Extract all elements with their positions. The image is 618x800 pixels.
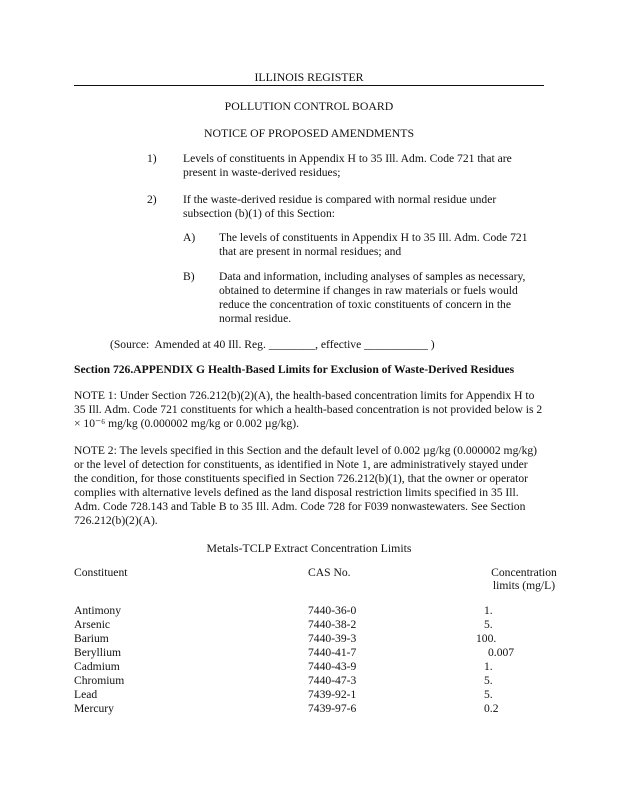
sub-item-text: Data and information, including analyses of samples as necessary, obtained to determine if changes in raw materials or fuels would reduce the concentration of toxic constituents of concern in the normal residue. bbox=[219, 270, 526, 325]
list-item-text: If the waste-derived residue is compared with normal residue under subsection (b)(1) of this Section: bbox=[183, 193, 497, 220]
limit-header-line2: limits (mg/L) bbox=[492, 579, 556, 592]
cell-limit: 5. bbox=[484, 688, 493, 701]
section-title: Section 726.APPENDIX G Health-Based Limits for Exclusion of Waste-Derived Residues bbox=[74, 363, 515, 376]
list-item-number: 1) bbox=[147, 152, 157, 165]
cell-cas: 7440-43-9 bbox=[308, 660, 357, 673]
cell-limit: 5. bbox=[484, 674, 493, 687]
header-rule bbox=[74, 85, 544, 86]
cell-constituent: Beryllium bbox=[74, 646, 122, 659]
cell-constituent: Antimony bbox=[74, 604, 122, 617]
sub-item-letter: B) bbox=[183, 270, 195, 283]
limit-header-line1: Concentration bbox=[491, 566, 557, 579]
cell-cas: 7440-36-0 bbox=[308, 604, 357, 617]
cell-cas: 7440-38-2 bbox=[308, 618, 357, 631]
board-name: POLLUTION CONTROL BOARD bbox=[224, 99, 394, 113]
table-row bbox=[74, 632, 534, 646]
note-2: NOTE 2: The levels specified in this Section and the default level of 0.002 µg/kg (0.000002 mg/kg) or the level of detection for constituents, as identified in Note 1, are administratively stayed under the condition, for those constituents specified in Section 726.212(b)(1), that the owner or operator complies with alternative levels defined as the land disposal restriction limits specified in 35 Ill. Adm. Code 728.143 and Table B to 35 Ill. Adm. Code 728 for F039 nonwastewaters. See Section 726.212(b)(2)(A). bbox=[74, 444, 538, 527]
table-row bbox=[74, 674, 534, 688]
table-header-row bbox=[74, 566, 557, 594]
cell-constituent: Barium bbox=[74, 632, 109, 645]
column-header-limit bbox=[479, 566, 569, 592]
cell-limit: 1. bbox=[484, 660, 493, 673]
table-title: Metals-TCLP Extract Concentration Limits bbox=[206, 541, 412, 555]
cell-constituent: Mercury bbox=[74, 702, 114, 715]
cell-limit: 0.007 bbox=[488, 646, 515, 659]
table-row bbox=[74, 702, 534, 716]
list-item-text: Levels of constituents in Appendix H to 35 Ill. Adm. Code 721 that are present in waste-derived residues; bbox=[183, 152, 512, 179]
cell-cas: 7440-39-3 bbox=[308, 632, 357, 645]
cell-limit: 5. bbox=[484, 618, 493, 631]
table-row bbox=[74, 618, 534, 632]
cell-constituent: Cadmium bbox=[74, 660, 120, 673]
cell-limit: 1. bbox=[484, 604, 493, 617]
cell-limit: 0.2 bbox=[484, 702, 499, 715]
list-item-number: 2) bbox=[147, 193, 157, 206]
cell-limit: 100. bbox=[476, 632, 497, 645]
cell-constituent: Chromium bbox=[74, 674, 125, 687]
table-row bbox=[74, 660, 534, 674]
cell-constituent: Lead bbox=[74, 688, 98, 701]
table-row bbox=[74, 688, 534, 702]
register-header: ILLINOIS REGISTER bbox=[254, 70, 364, 84]
cell-cas: 7440-41-7 bbox=[308, 646, 357, 659]
cell-cas: 7440-47-3 bbox=[308, 674, 357, 687]
table-row bbox=[74, 604, 534, 618]
column-header-cas: CAS No. bbox=[308, 566, 351, 579]
table-row bbox=[74, 646, 534, 660]
cell-cas: 7439-92-1 bbox=[308, 688, 357, 701]
cell-constituent: Arsenic bbox=[74, 618, 111, 631]
notice-title: NOTICE OF PROPOSED AMENDMENTS bbox=[203, 126, 415, 140]
cell-cas: 7439-97-6 bbox=[308, 702, 357, 715]
sub-item-text: The levels of constituents in Appendix H to 35 Ill. Adm. Code 721 that are present in normal residues; and bbox=[219, 231, 528, 258]
source-note: (Source: Amended at 40 Ill. Reg. ________, effective ___________ ) bbox=[110, 338, 435, 351]
note-1: NOTE 1: Under Section 726.212(b)(2)(A), the health-based concentration limits for Appendix H to 35 Ill. Adm. Code 721 constituents for which a health-based concentration is not provided below is 2 × 10⁻⁶ mg/kg (0.000002 mg/kg or 0.002 µg/kg). bbox=[74, 389, 543, 430]
column-header-constituent: Constituent bbox=[74, 566, 128, 579]
sub-item-letter: A) bbox=[183, 231, 196, 244]
